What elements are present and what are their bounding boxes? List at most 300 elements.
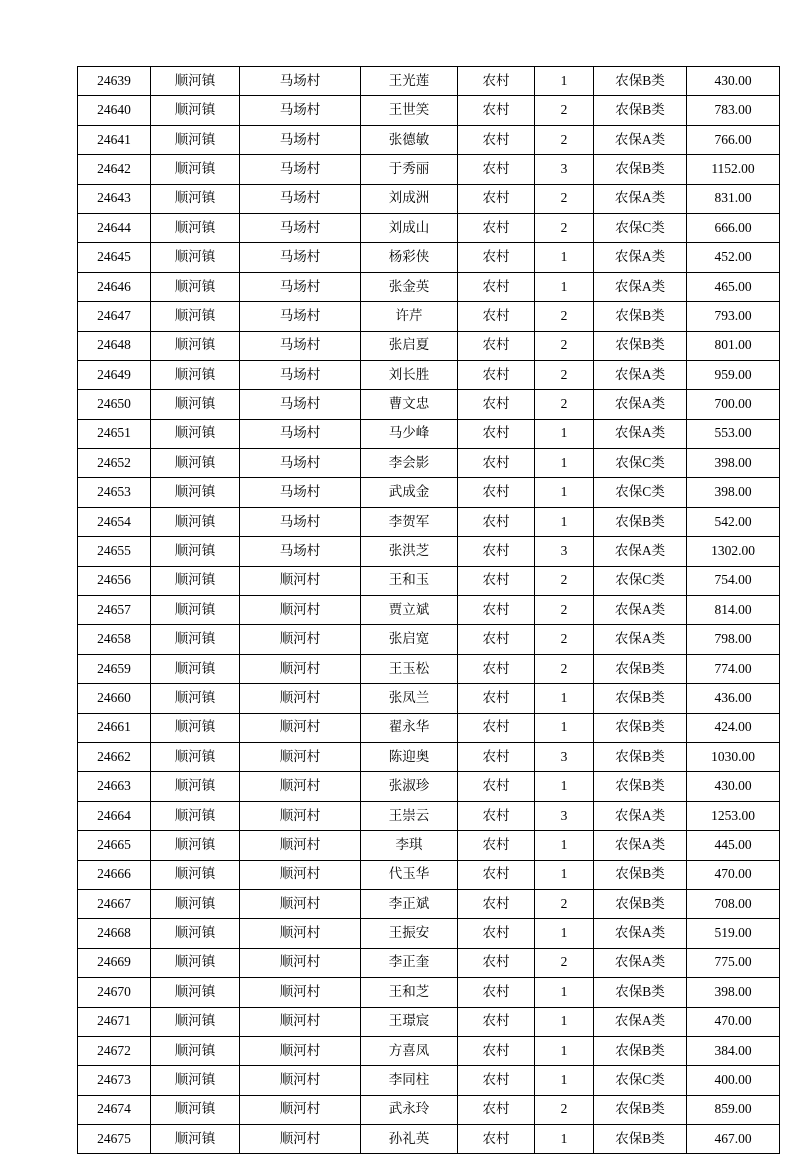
cell-household-type: 农村: [458, 1007, 535, 1036]
table-row: [78, 713, 780, 742]
cell-category: 农保B类: [594, 96, 687, 125]
cell-town: 顺河镇: [151, 889, 240, 918]
cell-town: 顺河镇: [151, 478, 240, 507]
cell-name: 于秀丽: [361, 155, 458, 184]
cell-category: 农保B类: [594, 302, 687, 331]
cell-category: 农保A类: [594, 948, 687, 977]
cell-person-count: 2: [535, 596, 594, 625]
cell-town: 顺河镇: [151, 772, 240, 801]
cell-person-count: 1: [535, 919, 594, 948]
cell-amount: 436.00: [687, 684, 780, 713]
table-row: [78, 566, 780, 595]
cell-household-type: 农村: [458, 596, 535, 625]
cell-category: 农保A类: [594, 419, 687, 448]
cell-name: 翟永华: [361, 713, 458, 742]
cell-amount: 700.00: [687, 390, 780, 419]
cell-village: 顺河村: [240, 654, 361, 683]
cell-id: 24658: [78, 625, 151, 654]
cell-village: 马场村: [240, 184, 361, 213]
cell-village: 马场村: [240, 360, 361, 389]
cell-village: 马场村: [240, 67, 361, 96]
cell-village: 马场村: [240, 390, 361, 419]
cell-name: 武成金: [361, 478, 458, 507]
cell-amount: 783.00: [687, 96, 780, 125]
cell-id: 24646: [78, 272, 151, 301]
cell-town: 顺河镇: [151, 67, 240, 96]
cell-person-count: 2: [535, 654, 594, 683]
cell-village: 顺河村: [240, 860, 361, 889]
cell-person-count: 1: [535, 272, 594, 301]
cell-town: 顺河镇: [151, 1036, 240, 1065]
cell-town: 顺河镇: [151, 184, 240, 213]
cell-amount: 775.00: [687, 948, 780, 977]
cell-amount: 398.00: [687, 478, 780, 507]
cell-name: 杨彩侠: [361, 243, 458, 272]
cell-amount: 398.00: [687, 449, 780, 478]
cell-category: 农保C类: [594, 478, 687, 507]
cell-household-type: 农村: [458, 801, 535, 830]
cell-household-type: 农村: [458, 360, 535, 389]
cell-category: 农保A类: [594, 1007, 687, 1036]
table-row: [78, 302, 780, 331]
table-row: [78, 1036, 780, 1065]
cell-town: 顺河镇: [151, 654, 240, 683]
cell-name: 代玉华: [361, 860, 458, 889]
cell-household-type: 农村: [458, 67, 535, 96]
cell-household-type: 农村: [458, 507, 535, 536]
table-row: [78, 390, 780, 419]
cell-town: 顺河镇: [151, 155, 240, 184]
cell-id: 24659: [78, 654, 151, 683]
cell-amount: 774.00: [687, 654, 780, 683]
cell-person-count: 2: [535, 390, 594, 419]
cell-household-type: 农村: [458, 184, 535, 213]
cell-person-count: 2: [535, 125, 594, 154]
cell-person-count: 1: [535, 243, 594, 272]
cell-name: 许芹: [361, 302, 458, 331]
table-row: [78, 948, 780, 977]
cell-household-type: 农村: [458, 684, 535, 713]
cell-amount: 801.00: [687, 331, 780, 360]
cell-household-type: 农村: [458, 860, 535, 889]
cell-person-count: 1: [535, 1066, 594, 1095]
cell-household-type: 农村: [458, 889, 535, 918]
cell-category: 农保B类: [594, 684, 687, 713]
cell-name: 方喜凤: [361, 1036, 458, 1065]
cell-name: 张淑珍: [361, 772, 458, 801]
cell-id: 24651: [78, 419, 151, 448]
cell-id: 24674: [78, 1095, 151, 1124]
cell-name: 张洪芝: [361, 537, 458, 566]
cell-household-type: 农村: [458, 213, 535, 242]
cell-name: 张凤兰: [361, 684, 458, 713]
cell-amount: 1253.00: [687, 801, 780, 830]
cell-category: 农保B类: [594, 1095, 687, 1124]
cell-category: 农保B类: [594, 772, 687, 801]
cell-person-count: 1: [535, 67, 594, 96]
cell-name: 贾立斌: [361, 596, 458, 625]
cell-town: 顺河镇: [151, 831, 240, 860]
cell-village: 马场村: [240, 302, 361, 331]
cell-household-type: 农村: [458, 919, 535, 948]
cell-village: 顺河村: [240, 713, 361, 742]
cell-id: 24647: [78, 302, 151, 331]
cell-person-count: 2: [535, 331, 594, 360]
cell-town: 顺河镇: [151, 419, 240, 448]
cell-name: 刘成洲: [361, 184, 458, 213]
cell-id: 24654: [78, 507, 151, 536]
cell-town: 顺河镇: [151, 713, 240, 742]
cell-village: 马场村: [240, 155, 361, 184]
cell-village: 顺河村: [240, 919, 361, 948]
cell-name: 王璟宸: [361, 1007, 458, 1036]
cell-village: 顺河村: [240, 831, 361, 860]
cell-household-type: 农村: [458, 1066, 535, 1095]
cell-village: 马场村: [240, 272, 361, 301]
cell-village: 顺河村: [240, 801, 361, 830]
cell-town: 顺河镇: [151, 507, 240, 536]
cell-village: 顺河村: [240, 889, 361, 918]
cell-category: 农保B类: [594, 1125, 687, 1154]
cell-household-type: 农村: [458, 537, 535, 566]
table-row: [78, 772, 780, 801]
cell-town: 顺河镇: [151, 1125, 240, 1154]
cell-person-count: 1: [535, 478, 594, 507]
cell-name: 王振安: [361, 919, 458, 948]
table-row: [78, 331, 780, 360]
table-row: [78, 625, 780, 654]
cell-person-count: 1: [535, 1007, 594, 1036]
table-row: [78, 243, 780, 272]
cell-id: 24664: [78, 801, 151, 830]
cell-id: 24667: [78, 889, 151, 918]
table-row: [78, 919, 780, 948]
cell-person-count: 1: [535, 772, 594, 801]
cell-name: 孙礼英: [361, 1125, 458, 1154]
cell-household-type: 农村: [458, 742, 535, 771]
cell-village: 顺河村: [240, 1007, 361, 1036]
cell-category: 农保C类: [594, 1066, 687, 1095]
cell-household-type: 农村: [458, 478, 535, 507]
cell-name: 张金英: [361, 272, 458, 301]
cell-town: 顺河镇: [151, 1095, 240, 1124]
cell-name: 武永玲: [361, 1095, 458, 1124]
cell-id: 24656: [78, 566, 151, 595]
cell-person-count: 1: [535, 1125, 594, 1154]
cell-person-count: 2: [535, 1095, 594, 1124]
cell-category: 农保B类: [594, 331, 687, 360]
cell-amount: 553.00: [687, 419, 780, 448]
table-row: [78, 1125, 780, 1154]
cell-amount: 467.00: [687, 1125, 780, 1154]
cell-village: 顺河村: [240, 596, 361, 625]
cell-id: 24657: [78, 596, 151, 625]
cell-village: 顺河村: [240, 1066, 361, 1095]
table-row: [78, 860, 780, 889]
cell-id: 24650: [78, 390, 151, 419]
cell-person-count: 1: [535, 860, 594, 889]
table-row: [78, 654, 780, 683]
cell-household-type: 农村: [458, 96, 535, 125]
table-container: [77, 66, 755, 1154]
cell-name: 张德敏: [361, 125, 458, 154]
cell-household-type: 农村: [458, 713, 535, 742]
table-row: [78, 1095, 780, 1124]
cell-village: 顺河村: [240, 772, 361, 801]
cell-amount: 542.00: [687, 507, 780, 536]
cell-id: 24655: [78, 537, 151, 566]
cell-amount: 430.00: [687, 772, 780, 801]
cell-town: 顺河镇: [151, 213, 240, 242]
cell-person-count: 1: [535, 684, 594, 713]
cell-category: 农保B类: [594, 1036, 687, 1065]
cell-person-count: 3: [535, 537, 594, 566]
cell-household-type: 农村: [458, 155, 535, 184]
table-row: [78, 978, 780, 1007]
cell-category: 农保C类: [594, 213, 687, 242]
table-row: [78, 272, 780, 301]
cell-id: 24660: [78, 684, 151, 713]
cell-village: 马场村: [240, 507, 361, 536]
cell-person-count: 1: [535, 713, 594, 742]
table-body: [78, 67, 780, 1154]
cell-town: 顺河镇: [151, 742, 240, 771]
cell-id: 24673: [78, 1066, 151, 1095]
cell-town: 顺河镇: [151, 684, 240, 713]
cell-town: 顺河镇: [151, 390, 240, 419]
cell-village: 顺河村: [240, 978, 361, 1007]
cell-town: 顺河镇: [151, 331, 240, 360]
cell-id: 24668: [78, 919, 151, 948]
cell-name: 王光莲: [361, 67, 458, 96]
cell-category: 农保A类: [594, 625, 687, 654]
cell-town: 顺河镇: [151, 360, 240, 389]
cell-village: 马场村: [240, 243, 361, 272]
cell-amount: 754.00: [687, 566, 780, 595]
cell-village: 马场村: [240, 125, 361, 154]
cell-household-type: 农村: [458, 390, 535, 419]
cell-id: 24639: [78, 67, 151, 96]
cell-town: 顺河镇: [151, 596, 240, 625]
table-row: [78, 507, 780, 536]
cell-id: 24649: [78, 360, 151, 389]
cell-household-type: 农村: [458, 1095, 535, 1124]
cell-id: 24643: [78, 184, 151, 213]
cell-household-type: 农村: [458, 272, 535, 301]
cell-name: 王玉松: [361, 654, 458, 683]
cell-id: 24648: [78, 331, 151, 360]
cell-category: 农保B类: [594, 155, 687, 184]
cell-category: 农保A类: [594, 537, 687, 566]
cell-household-type: 农村: [458, 331, 535, 360]
cell-id: 24641: [78, 125, 151, 154]
table-row: [78, 889, 780, 918]
cell-category: 农保A类: [594, 360, 687, 389]
table-row: [78, 1007, 780, 1036]
cell-name: 王世笑: [361, 96, 458, 125]
cell-person-count: 3: [535, 801, 594, 830]
table-row: [78, 360, 780, 389]
cell-household-type: 农村: [458, 449, 535, 478]
cell-person-count: 2: [535, 566, 594, 595]
table-row: [78, 96, 780, 125]
cell-household-type: 农村: [458, 831, 535, 860]
cell-person-count: 2: [535, 184, 594, 213]
cell-town: 顺河镇: [151, 978, 240, 1007]
cell-category: 农保A类: [594, 125, 687, 154]
cell-name: 李琪: [361, 831, 458, 860]
cell-person-count: 2: [535, 889, 594, 918]
cell-name: 马少峰: [361, 419, 458, 448]
cell-name: 李正斌: [361, 889, 458, 918]
cell-person-count: 2: [535, 625, 594, 654]
cell-name: 李贺军: [361, 507, 458, 536]
cell-town: 顺河镇: [151, 302, 240, 331]
table-row: [78, 831, 780, 860]
cell-town: 顺河镇: [151, 96, 240, 125]
cell-amount: 831.00: [687, 184, 780, 213]
cell-village: 马场村: [240, 419, 361, 448]
cell-person-count: 1: [535, 449, 594, 478]
table-row: [78, 742, 780, 771]
subsidy-table: [77, 66, 780, 1154]
cell-category: 农保B类: [594, 889, 687, 918]
cell-amount: 798.00: [687, 625, 780, 654]
cell-category: 农保B类: [594, 742, 687, 771]
cell-town: 顺河镇: [151, 449, 240, 478]
cell-person-count: 1: [535, 507, 594, 536]
cell-name: 刘成山: [361, 213, 458, 242]
cell-id: 24672: [78, 1036, 151, 1065]
cell-category: 农保A类: [594, 801, 687, 830]
cell-amount: 445.00: [687, 831, 780, 860]
cell-id: 24645: [78, 243, 151, 272]
cell-village: 马场村: [240, 449, 361, 478]
cell-name: 李同柱: [361, 1066, 458, 1095]
cell-person-count: 3: [535, 155, 594, 184]
cell-village: 马场村: [240, 96, 361, 125]
cell-category: 农保B类: [594, 507, 687, 536]
cell-id: 24663: [78, 772, 151, 801]
cell-name: 李正奎: [361, 948, 458, 977]
table-row: [78, 449, 780, 478]
cell-household-type: 农村: [458, 243, 535, 272]
cell-household-type: 农村: [458, 978, 535, 1007]
cell-household-type: 农村: [458, 419, 535, 448]
cell-name: 李会影: [361, 449, 458, 478]
cell-category: 农保B类: [594, 67, 687, 96]
cell-person-count: 2: [535, 360, 594, 389]
cell-person-count: 2: [535, 96, 594, 125]
table-row: [78, 125, 780, 154]
cell-household-type: 农村: [458, 772, 535, 801]
cell-name: 张启宽: [361, 625, 458, 654]
cell-category: 农保A类: [594, 919, 687, 948]
cell-category: 农保C类: [594, 566, 687, 595]
cell-id: 24669: [78, 948, 151, 977]
cell-amount: 398.00: [687, 978, 780, 1007]
cell-town: 顺河镇: [151, 1007, 240, 1036]
table-row: [78, 67, 780, 96]
cell-name: 王和芝: [361, 978, 458, 1007]
cell-village: 马场村: [240, 537, 361, 566]
cell-town: 顺河镇: [151, 537, 240, 566]
cell-name: 王崇云: [361, 801, 458, 830]
cell-name: 曹文忠: [361, 390, 458, 419]
table-row: [78, 213, 780, 242]
table-row: [78, 419, 780, 448]
cell-id: 24653: [78, 478, 151, 507]
cell-category: 农保B类: [594, 713, 687, 742]
cell-amount: 470.00: [687, 860, 780, 889]
table-row: [78, 184, 780, 213]
cell-amount: 470.00: [687, 1007, 780, 1036]
cell-amount: 465.00: [687, 272, 780, 301]
cell-name: 张启夏: [361, 331, 458, 360]
cell-amount: 1152.00: [687, 155, 780, 184]
cell-amount: 424.00: [687, 713, 780, 742]
table-row: [78, 155, 780, 184]
cell-village: 马场村: [240, 478, 361, 507]
table-row: [78, 1066, 780, 1095]
cell-household-type: 农村: [458, 1125, 535, 1154]
cell-id: 24642: [78, 155, 151, 184]
cell-town: 顺河镇: [151, 1066, 240, 1095]
cell-person-count: 1: [535, 831, 594, 860]
cell-id: 24665: [78, 831, 151, 860]
cell-category: 农保A类: [594, 243, 687, 272]
cell-amount: 430.00: [687, 67, 780, 96]
cell-town: 顺河镇: [151, 948, 240, 977]
cell-id: 24644: [78, 213, 151, 242]
cell-village: 马场村: [240, 331, 361, 360]
cell-town: 顺河镇: [151, 860, 240, 889]
cell-village: 顺河村: [240, 1095, 361, 1124]
cell-id: 24675: [78, 1125, 151, 1154]
cell-person-count: 3: [535, 742, 594, 771]
cell-id: 24640: [78, 96, 151, 125]
cell-village: 顺河村: [240, 625, 361, 654]
cell-name: 陈迎奥: [361, 742, 458, 771]
cell-category: 农保A类: [594, 596, 687, 625]
cell-amount: 708.00: [687, 889, 780, 918]
cell-person-count: 2: [535, 213, 594, 242]
cell-town: 顺河镇: [151, 243, 240, 272]
cell-town: 顺河镇: [151, 566, 240, 595]
cell-person-count: 1: [535, 419, 594, 448]
table-row: [78, 801, 780, 830]
cell-household-type: 农村: [458, 654, 535, 683]
cell-town: 顺河镇: [151, 919, 240, 948]
cell-name: 王和玉: [361, 566, 458, 595]
cell-name: 刘长胜: [361, 360, 458, 389]
cell-town: 顺河镇: [151, 801, 240, 830]
table-row: [78, 596, 780, 625]
cell-category: 农保B类: [594, 860, 687, 889]
cell-amount: 766.00: [687, 125, 780, 154]
cell-category: 农保A类: [594, 831, 687, 860]
cell-household-type: 农村: [458, 302, 535, 331]
cell-amount: 793.00: [687, 302, 780, 331]
cell-person-count: 2: [535, 302, 594, 331]
cell-household-type: 农村: [458, 948, 535, 977]
cell-amount: 859.00: [687, 1095, 780, 1124]
cell-id: 24652: [78, 449, 151, 478]
cell-household-type: 农村: [458, 566, 535, 595]
cell-amount: 452.00: [687, 243, 780, 272]
cell-category: 农保B类: [594, 654, 687, 683]
cell-amount: 519.00: [687, 919, 780, 948]
